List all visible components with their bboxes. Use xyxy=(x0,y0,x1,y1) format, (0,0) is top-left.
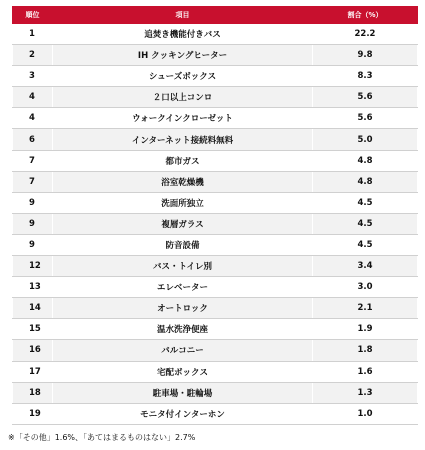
rank-cell: 15 xyxy=(13,319,53,340)
percent-cell: 1.0 xyxy=(313,403,418,424)
rank-cell: 9 xyxy=(13,192,53,213)
item-cell: モニタ付インターホン xyxy=(53,403,313,424)
table-row xyxy=(13,192,418,213)
rank-cell: 19 xyxy=(13,403,53,424)
rank-cell: 4 xyxy=(13,87,53,108)
percent-cell: 5.0 xyxy=(313,129,418,150)
item-cell: 防音設備 xyxy=(53,234,313,255)
table-row xyxy=(13,382,418,403)
rank-cell: 1 xyxy=(13,24,53,45)
percent-cell: 2.1 xyxy=(313,298,418,319)
table-row xyxy=(13,319,418,340)
item-cell: ２口以上コンロ xyxy=(53,87,313,108)
rank-cell: 4 xyxy=(13,108,53,129)
rank-cell: 16 xyxy=(13,340,53,361)
percent-cell: 4.8 xyxy=(313,171,418,192)
percent-cell: 4.5 xyxy=(313,234,418,255)
ranking-table xyxy=(12,6,418,425)
percent-cell: 1.9 xyxy=(313,319,418,340)
item-cell: 複層ガラス xyxy=(53,213,313,234)
rank-cell: 6 xyxy=(13,129,53,150)
rank-cell: 14 xyxy=(13,298,53,319)
item-cell: シューズボックス xyxy=(53,66,313,87)
header-item: 項目 xyxy=(53,7,313,24)
percent-cell: 1.3 xyxy=(313,382,418,403)
item-cell: IH クッキングヒーター xyxy=(53,45,313,66)
item-cell: 温水洗浄便座 xyxy=(53,319,313,340)
table-row xyxy=(13,340,418,361)
item-cell: 宅配ボックス xyxy=(53,361,313,382)
rank-cell: 2 xyxy=(13,45,53,66)
rank-cell: 3 xyxy=(13,66,53,87)
item-cell: エレベーター xyxy=(53,277,313,298)
table-row xyxy=(13,108,418,129)
percent-cell: 1.8 xyxy=(313,340,418,361)
item-cell: 追焚き機能付きバス xyxy=(53,24,313,45)
rank-cell: 17 xyxy=(13,361,53,382)
percent-cell: 8.3 xyxy=(313,66,418,87)
ranking-table-container xyxy=(12,6,417,425)
table-row xyxy=(13,403,418,424)
item-cell: インターネット接続料無料 xyxy=(53,129,313,150)
table-row xyxy=(13,256,418,277)
table-row xyxy=(13,213,418,234)
table-header xyxy=(13,7,418,24)
percent-cell: 1.6 xyxy=(313,361,418,382)
header-row xyxy=(13,7,418,24)
percent-cell: 4.5 xyxy=(313,192,418,213)
rank-cell: 18 xyxy=(13,382,53,403)
item-cell: 駐車場・駐輪場 xyxy=(53,382,313,403)
percent-cell: 5.6 xyxy=(313,87,418,108)
percent-cell: 22.2 xyxy=(313,24,418,45)
rank-cell: 9 xyxy=(13,213,53,234)
percent-cell: 4.5 xyxy=(313,213,418,234)
item-cell: 浴室乾燥機 xyxy=(53,171,313,192)
percent-cell: 3.4 xyxy=(313,256,418,277)
percent-cell: 9.8 xyxy=(313,45,418,66)
table-row xyxy=(13,361,418,382)
rank-cell: 13 xyxy=(13,277,53,298)
table-row xyxy=(13,66,418,87)
item-cell: バス・トイレ別 xyxy=(53,256,313,277)
rank-cell: 7 xyxy=(13,150,53,171)
rank-cell: 7 xyxy=(13,171,53,192)
table-row xyxy=(13,24,418,45)
rank-cell: 9 xyxy=(13,234,53,255)
table-row xyxy=(13,171,418,192)
percent-cell: 4.8 xyxy=(313,150,418,171)
item-cell: バルコニー xyxy=(53,340,313,361)
header-rank: 順位 xyxy=(13,7,53,24)
rank-cell: 12 xyxy=(13,256,53,277)
table-row xyxy=(13,277,418,298)
item-cell: ウォークインクローゼット xyxy=(53,108,313,129)
table-row xyxy=(13,234,418,255)
table-row xyxy=(13,298,418,319)
percent-cell: 5.6 xyxy=(313,108,418,129)
table-row xyxy=(13,150,418,171)
table-row xyxy=(13,45,418,66)
table-row xyxy=(13,129,418,150)
table-row xyxy=(13,87,418,108)
table-body xyxy=(13,24,418,425)
percent-cell: 3.0 xyxy=(313,277,418,298)
header-percent: 割合（%） xyxy=(313,7,418,24)
item-cell: 洗面所独立 xyxy=(53,192,313,213)
item-cell: オートロック xyxy=(53,298,313,319)
footnote: ※「その他」1.6%、「あてはまるものはない」2.7% xyxy=(8,433,196,442)
item-cell: 都市ガス xyxy=(53,150,313,171)
